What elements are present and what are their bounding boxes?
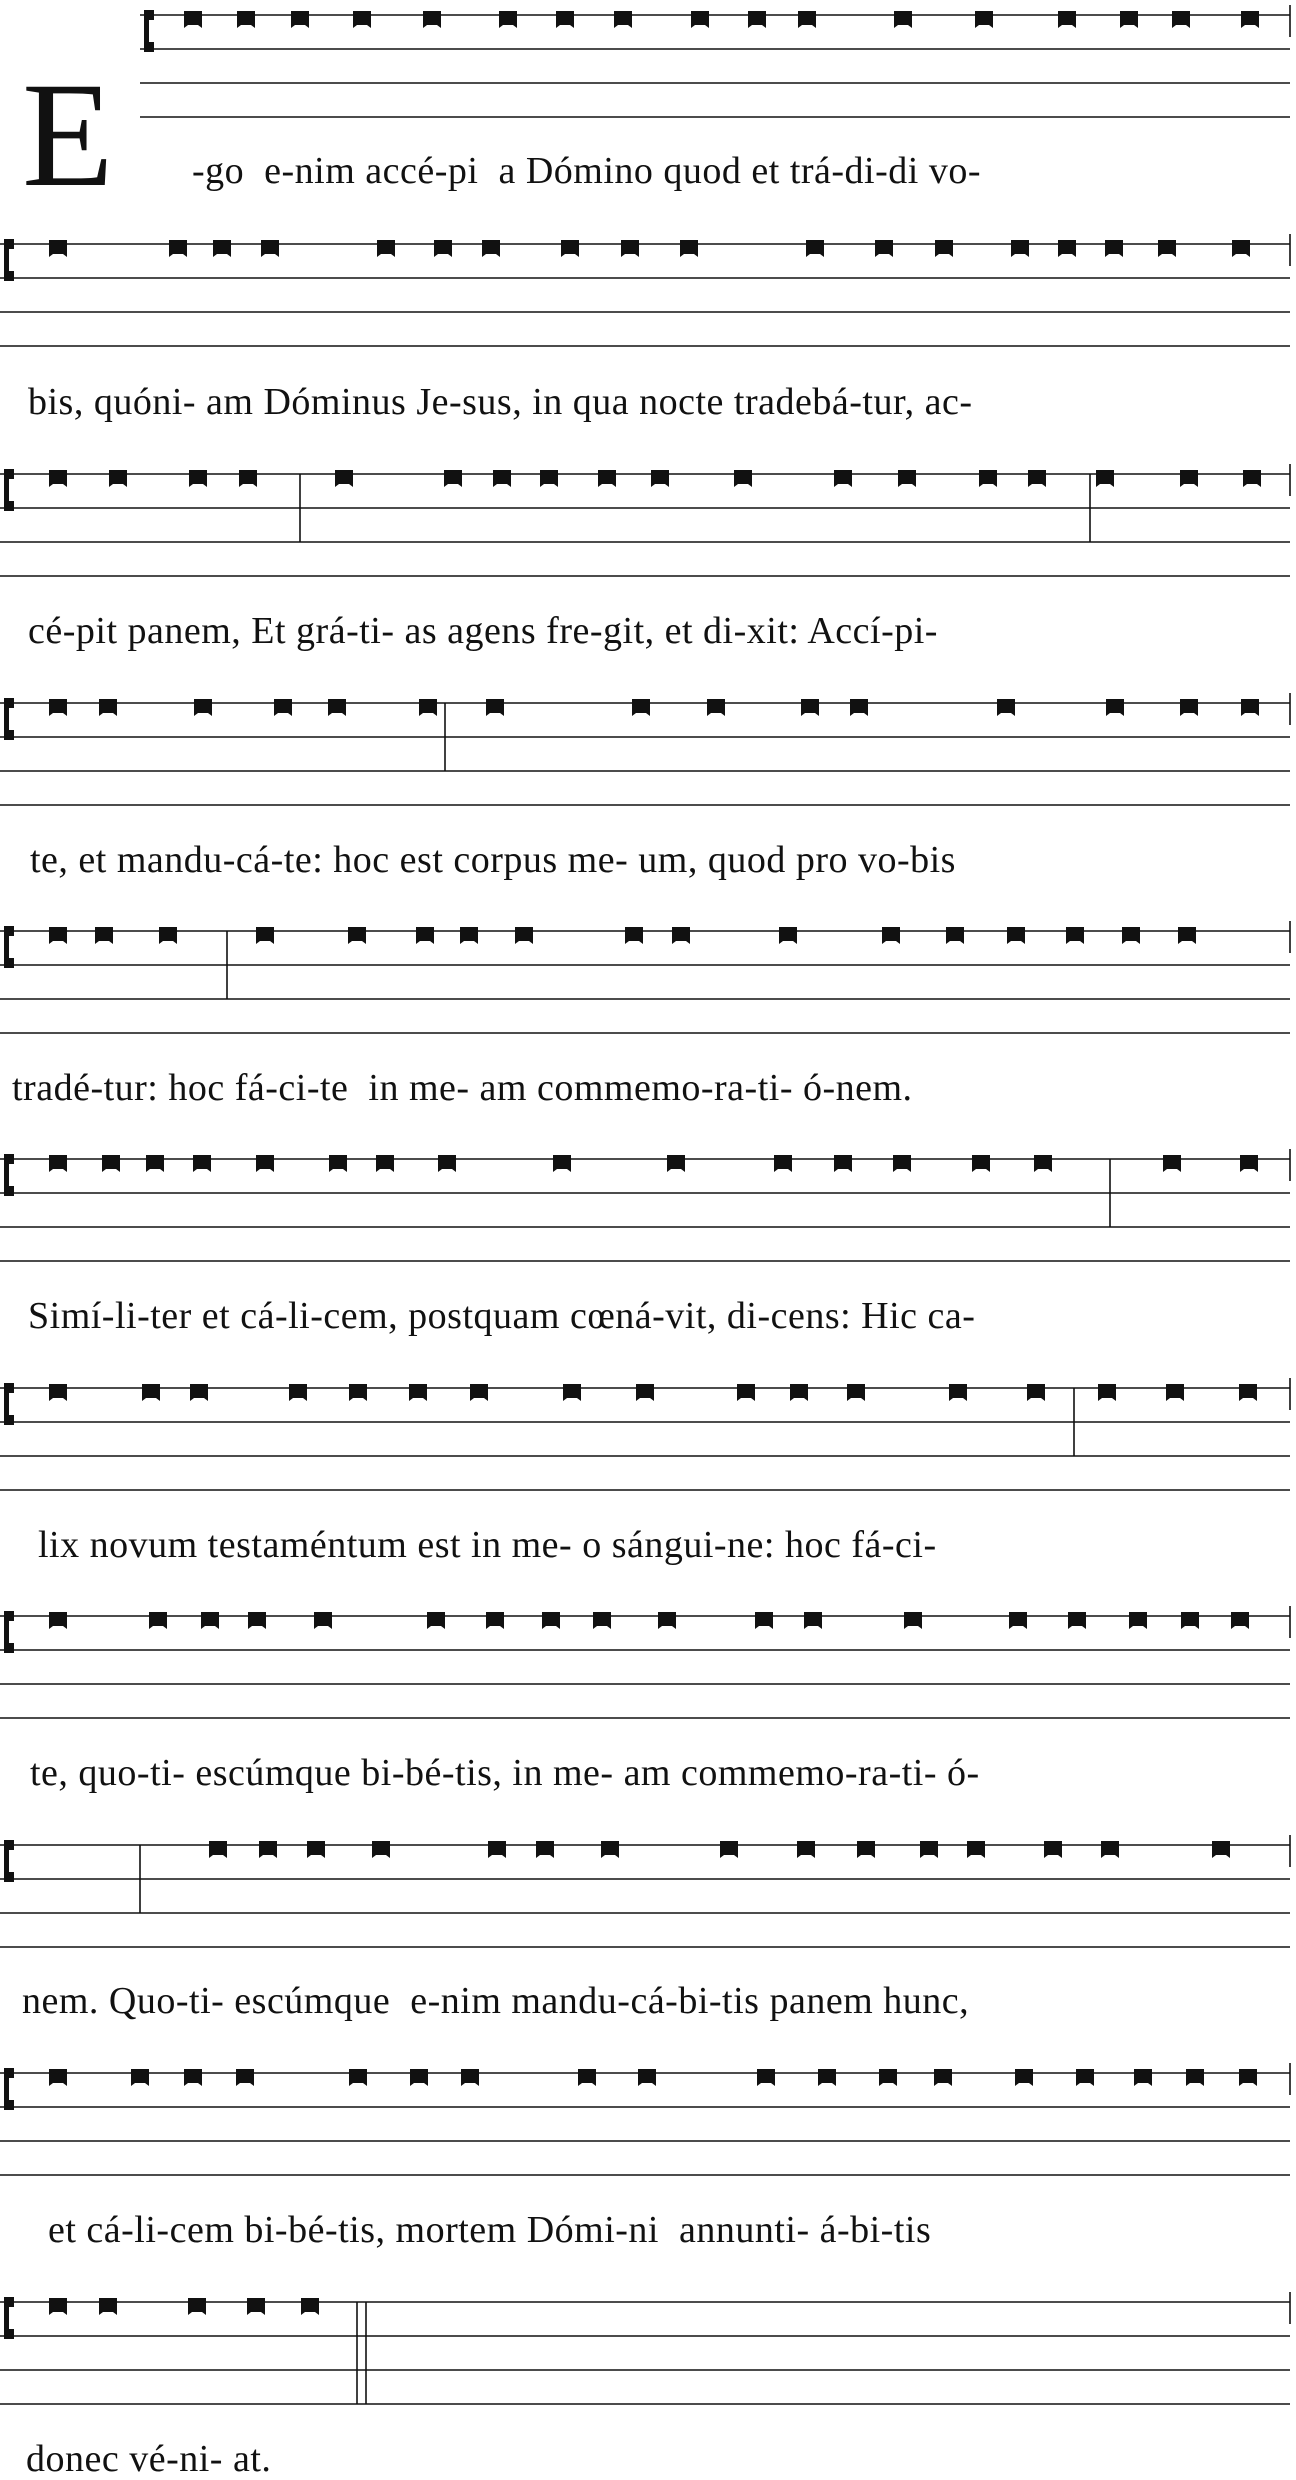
punctum-note — [416, 927, 434, 944]
punctum-note — [184, 11, 202, 28]
punctum-note — [1231, 1612, 1249, 1629]
lyric-line: Simí-li-ter et cá-li-cem, postquam cœná-vit, di-cens: Hic ca- — [28, 1295, 976, 1337]
punctum-note — [409, 1384, 427, 1401]
punctum-note — [1011, 240, 1029, 257]
punctum-note — [486, 699, 504, 716]
punctum-note — [1243, 470, 1261, 487]
c-clef-icon — [4, 1611, 14, 1653]
punctum-note — [804, 1612, 822, 1629]
punctum-note — [920, 1841, 938, 1858]
punctum-note — [542, 1612, 560, 1629]
punctum-note — [734, 470, 752, 487]
punctum-note — [1044, 1841, 1062, 1858]
punctum-note — [1106, 699, 1124, 716]
punctum-note — [755, 1612, 773, 1629]
c-clef-icon — [4, 1840, 14, 1882]
punctum-note — [561, 240, 579, 257]
punctum-note — [335, 470, 353, 487]
punctum-note — [720, 1841, 738, 1858]
punctum-note — [1232, 240, 1250, 257]
punctum-note — [1241, 11, 1259, 28]
punctum-note — [1101, 1841, 1119, 1858]
punctum-note — [1058, 11, 1076, 28]
punctum-note — [410, 2069, 428, 2086]
punctum-note — [193, 1155, 211, 1172]
punctum-note — [470, 1384, 488, 1401]
punctum-note — [1015, 2069, 1033, 2086]
punctum-note — [461, 2069, 479, 2086]
punctum-note — [1239, 2069, 1257, 2086]
punctum-note — [348, 927, 366, 944]
punctum-note — [289, 1384, 307, 1401]
lyric-line: te, et mandu-cá-te: hoc est corpus me- um, quod pro vo-bis — [30, 839, 956, 881]
punctum-note — [239, 470, 257, 487]
punctum-note — [49, 699, 67, 716]
punctum-note — [774, 1155, 792, 1172]
punctum-note — [625, 927, 643, 944]
punctum-note — [667, 1155, 685, 1172]
punctum-note — [1066, 927, 1084, 944]
punctum-note — [1163, 1155, 1181, 1172]
lyric-line: bis, quóni- am Dóminus Je-sus, in qua nocte tradebá-tur, ac- — [28, 381, 973, 423]
punctum-note — [49, 2298, 67, 2315]
lyric-line: te, quo-ti- escúmque bi-bé-tis, in me- am commemo-ra-ti- ó- — [30, 1752, 980, 1794]
punctum-note — [188, 2298, 206, 2315]
punctum-note — [209, 1841, 227, 1858]
punctum-note — [850, 699, 868, 716]
punctum-note — [423, 11, 441, 28]
punctum-note — [818, 2069, 836, 2086]
punctum-note — [515, 927, 533, 944]
punctum-note — [847, 1384, 865, 1401]
c-clef-icon — [4, 2297, 14, 2339]
punctum-note — [1122, 927, 1140, 944]
punctum-note — [1172, 11, 1190, 28]
punctum-note — [259, 1841, 277, 1858]
punctum-note — [482, 240, 500, 257]
lyric-line: tradé-tur: hoc fá-ci-te in me- am commemo-ra-ti- ó-nem. — [12, 1067, 913, 1109]
punctum-note — [95, 927, 113, 944]
punctum-note — [614, 11, 632, 28]
punctum-note — [131, 2069, 149, 2086]
c-clef-icon — [144, 10, 154, 52]
punctum-note — [578, 2069, 596, 2086]
punctum-note — [1076, 2069, 1094, 2086]
punctum-note — [651, 470, 669, 487]
punctum-note — [563, 1384, 581, 1401]
punctum-note — [967, 1841, 985, 1858]
punctum-note — [1034, 1155, 1052, 1172]
punctum-note — [834, 470, 852, 487]
punctum-note — [1239, 1384, 1257, 1401]
punctum-note — [737, 1384, 755, 1401]
punctum-note — [806, 240, 824, 257]
punctum-note — [1241, 699, 1259, 716]
punctum-note — [935, 240, 953, 257]
punctum-note — [419, 699, 437, 716]
lyric-line: lix novum testaméntum est in me- o sángui-ne: hoc fá-ci- — [38, 1524, 937, 1566]
punctum-note — [1212, 1841, 1230, 1858]
lyric-line: et cá-li-cem bi-bé-tis, mortem Dómi-ni annunti- á-bi-tis — [48, 2209, 932, 2251]
punctum-note — [256, 1155, 274, 1172]
punctum-note — [372, 1841, 390, 1858]
punctum-note — [213, 240, 231, 257]
punctum-note — [1120, 11, 1138, 28]
punctum-note — [434, 240, 452, 257]
punctum-note — [146, 1155, 164, 1172]
punctum-note — [377, 240, 395, 257]
lyric-line: cé-pit panem, Et grá-ti- as agens fre-git, et di-xit: Accí-pi- — [28, 610, 938, 652]
punctum-note — [1098, 1384, 1116, 1401]
punctum-note — [790, 1384, 808, 1401]
punctum-note — [1058, 240, 1076, 257]
punctum-note — [949, 1384, 967, 1401]
c-clef-icon — [4, 1154, 14, 1196]
punctum-note — [540, 470, 558, 487]
punctum-note — [1240, 1155, 1258, 1172]
punctum-note — [1158, 240, 1176, 257]
punctum-note — [486, 1612, 504, 1629]
punctum-note — [972, 1155, 990, 1172]
c-clef-icon — [4, 2068, 14, 2110]
c-clef-icon — [4, 926, 14, 968]
punctum-note — [1105, 240, 1123, 257]
punctum-note — [376, 1155, 394, 1172]
punctum-note — [638, 2069, 656, 2086]
punctum-note — [353, 11, 371, 28]
punctum-note — [460, 927, 478, 944]
punctum-note — [49, 470, 67, 487]
punctum-note — [261, 240, 279, 257]
punctum-note — [834, 1155, 852, 1172]
punctum-note — [598, 470, 616, 487]
punctum-note — [1134, 2069, 1152, 2086]
punctum-note — [894, 11, 912, 28]
punctum-note — [893, 1155, 911, 1172]
punctum-note — [857, 1841, 875, 1858]
punctum-note — [307, 1841, 325, 1858]
punctum-note — [879, 2069, 897, 2086]
punctum-note — [274, 699, 292, 716]
punctum-note — [99, 2298, 117, 2315]
punctum-note — [248, 1612, 266, 1629]
punctum-note — [798, 11, 816, 28]
punctum-note — [975, 11, 993, 28]
punctum-note — [499, 11, 517, 28]
punctum-note — [934, 2069, 952, 2086]
punctum-note — [1180, 699, 1198, 716]
punctum-note — [49, 1155, 67, 1172]
punctum-note — [190, 1384, 208, 1401]
punctum-note — [1180, 470, 1198, 487]
punctum-note — [632, 699, 650, 716]
punctum-note — [149, 1612, 167, 1629]
punctum-note — [621, 240, 639, 257]
punctum-note — [1068, 1612, 1086, 1629]
punctum-note — [875, 240, 893, 257]
punctum-note — [1027, 1384, 1045, 1401]
punctum-note — [1181, 1612, 1199, 1629]
punctum-note — [946, 927, 964, 944]
punctum-note — [680, 240, 698, 257]
punctum-note — [247, 2298, 265, 2315]
c-clef-icon — [4, 1383, 14, 1425]
punctum-note — [904, 1612, 922, 1629]
punctum-note — [349, 1384, 367, 1401]
punctum-note — [997, 699, 1015, 716]
punctum-note — [237, 11, 255, 28]
punctum-note — [329, 1155, 347, 1172]
lyric-line: -go e-nim accé-pi a Dómino quod et trá-di-di vo- — [192, 150, 981, 192]
punctum-note — [779, 927, 797, 944]
punctum-note — [142, 1384, 160, 1401]
c-clef-icon — [4, 469, 14, 511]
punctum-note — [979, 470, 997, 487]
punctum-note — [898, 470, 916, 487]
punctum-note — [593, 1612, 611, 1629]
punctum-note — [184, 2069, 202, 2086]
c-clef-icon — [4, 239, 14, 281]
punctum-note — [748, 11, 766, 28]
punctum-note — [691, 11, 709, 28]
punctum-note — [301, 2298, 319, 2315]
drop-cap-initial: E — [22, 52, 114, 218]
punctum-note — [49, 927, 67, 944]
punctum-note — [427, 1612, 445, 1629]
punctum-note — [1166, 1384, 1184, 1401]
punctum-note — [536, 1841, 554, 1858]
punctum-note — [1129, 1612, 1147, 1629]
punctum-note — [314, 1612, 332, 1629]
punctum-note — [256, 927, 274, 944]
punctum-note — [438, 1155, 456, 1172]
punctum-note — [189, 470, 207, 487]
punctum-note — [801, 699, 819, 716]
punctum-note — [757, 2069, 775, 2086]
punctum-note — [1178, 927, 1196, 944]
lyric-line: nem. Quo-ti- escúmque e-nim mandu-cá-bi-tis panem hunc, — [22, 1980, 970, 2022]
punctum-note — [159, 927, 177, 944]
punctum-note — [49, 2069, 67, 2086]
punctum-note — [882, 927, 900, 944]
punctum-note — [102, 1155, 120, 1172]
punctum-note — [1028, 470, 1046, 487]
punctum-note — [1009, 1612, 1027, 1629]
punctum-note — [291, 11, 309, 28]
lyric-line: donec vé-ni- at. — [26, 2438, 272, 2480]
punctum-note — [601, 1841, 619, 1858]
c-clef-icon — [4, 698, 14, 740]
punctum-note — [797, 1841, 815, 1858]
punctum-note — [49, 1612, 67, 1629]
punctum-note — [672, 927, 690, 944]
punctum-note — [493, 470, 511, 487]
punctum-note — [1007, 927, 1025, 944]
punctum-note — [553, 1155, 571, 1172]
punctum-note — [488, 1841, 506, 1858]
punctum-note — [349, 2069, 367, 2086]
punctum-note — [707, 699, 725, 716]
punctum-note — [194, 699, 212, 716]
punctum-note — [556, 11, 574, 28]
punctum-note — [444, 470, 462, 487]
punctum-note — [658, 1612, 676, 1629]
punctum-note — [49, 1384, 67, 1401]
punctum-note — [328, 699, 346, 716]
punctum-note — [236, 2069, 254, 2086]
punctum-note — [636, 1384, 654, 1401]
punctum-note — [109, 470, 127, 487]
punctum-note — [1096, 470, 1114, 487]
punctum-note — [169, 240, 187, 257]
punctum-note — [99, 699, 117, 716]
punctum-note — [1186, 2069, 1204, 2086]
punctum-note — [201, 1612, 219, 1629]
punctum-note — [49, 240, 67, 257]
